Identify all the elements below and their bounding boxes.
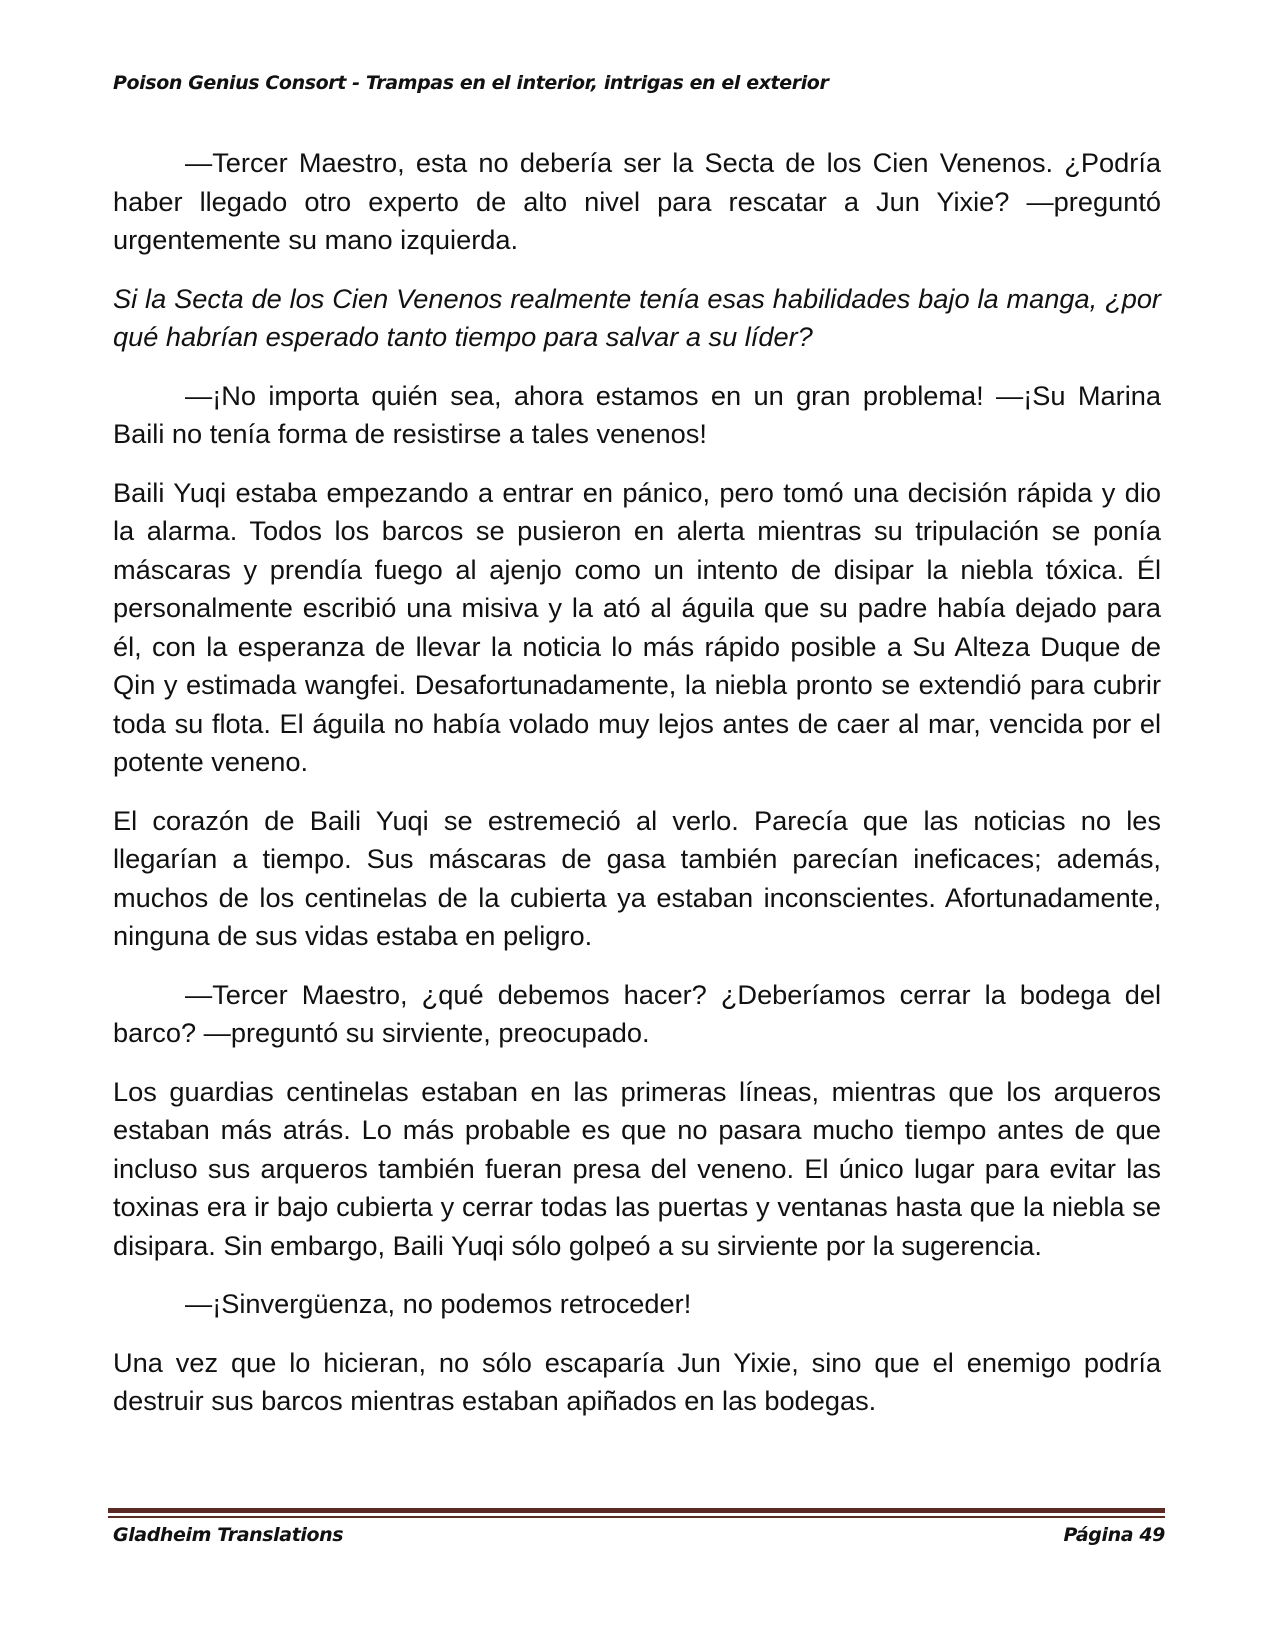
paragraph-1: —Tercer Maestro, esta no debería ser la Secta de los Cien Venenos. ¿Podría haber llegado otro experto de alto nivel para rescatar a Jun Yixie? —preguntó urgentemente su mano izquierda. xyxy=(113,147,1161,255)
paragraph-9: Una vez que lo hicieran, no sólo escaparía Jun Yixie, sino que el enemigo podría destruir sus barcos mientras estaban apiñados en las bodegas. xyxy=(113,1346,1161,1416)
paragraph-3: —¡No importa quién sea, ahora estamos en un gran problema! —¡Su Marina Baili no tenía forma de resistirse a tales venenos! xyxy=(113,379,1161,449)
footer-divider-thick xyxy=(108,1508,1165,1513)
footer-page-number: Página 49 xyxy=(1063,1524,1165,1546)
paragraph-8: —¡Sinvergüenza, no podemos retroceder! xyxy=(185,1288,692,1319)
paragraph-4: Baili Yuqi estaba empezando a entrar en pánico, pero tomó una decisión rápida y dio la alarma. Todos los barcos se pusieron en alerta mientras su tripulación se ponía máscaras y prendía fuego al ajenjo como un intento de disipar la niebla tóxica. Él personalmente escribió una misiva y la ató al águila que su padre había dejado para él, con la esperanza de llevar la noticia lo más rápido posible a Su Alteza Duque de Qin y estimada wangfei. Desafortunadamente, la niebla pronto se extendió para cubrir toda su flota. El águila no había volado muy lejos antes de caer al mar, vencida por el potente veneno. xyxy=(113,476,1161,777)
paragraph-5: El corazón de Baili Yuqi se estremeció al verlo. Parecía que las noticias no les llegarían a tiempo. Sus máscaras de gasa también parecían ineficaces; además, muchos de los centinelas de la cubierta ya estaban inconscientes. Afortunadamente, ninguna de sus vidas estaba en peligro. xyxy=(113,804,1161,951)
paragraph-6: —Tercer Maestro, ¿qué debemos hacer? ¿Deberíamos cerrar la bodega del barco? —preguntó su sirviente, preocupado. xyxy=(113,978,1161,1048)
footer-divider-thin xyxy=(108,1516,1165,1518)
document-body xyxy=(113,144,1161,1441)
page-header-title: Poison Genius Consort - Trampas en el interior, intrigas en el exterior xyxy=(113,72,829,94)
paragraph-2: Si la Secta de los Cien Venenos realmente tenía esas habilidades bajo la manga, ¿por qué habrían esperado tanto tiempo para salvar a su líder? xyxy=(113,282,1161,352)
paragraph-7: Los guardias centinelas estaban en las primeras líneas, mientras que los arqueros estaban más atrás. Lo más probable es que no pasara mucho tiempo antes de que incluso sus arqueros también fueran presa del veneno. El único lugar para evitar las toxinas era ir bajo cubierta y cerrar todas las puertas y ventanas hasta que la niebla se disipara. Sin embargo, Baili Yuqi sólo golpeó a su sirviente por la sugerencia. xyxy=(113,1075,1161,1261)
footer-publisher: Gladheim Translations xyxy=(113,1524,344,1546)
